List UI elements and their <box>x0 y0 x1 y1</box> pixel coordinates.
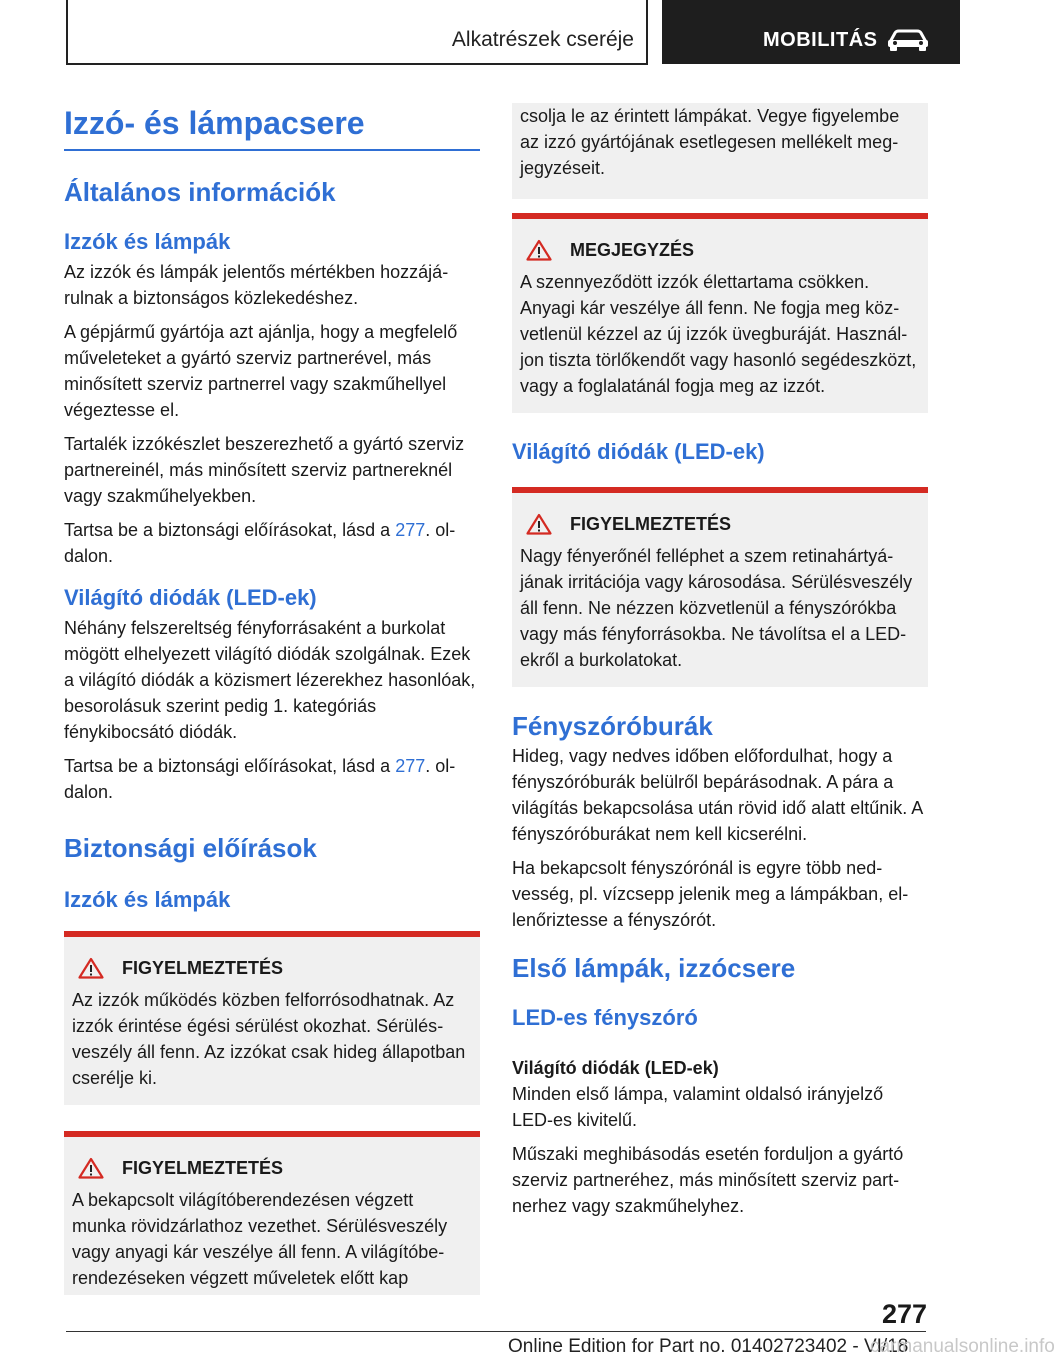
warning-text: csolja le az érintett lámpákat. Vegye figyelembe az izzó gyártójának esetlegesen mellékelt megjegyzéseit. <box>520 106 900 178</box>
paragraph: Hideg, vagy nedves időben előfordulhat, hogy a fényszóróburák belülről bepárásodnak. A pára a világítás bekapcsolása után rövid idő alatt eltűnik. A fényszóróburákat nem kell kicserélni. <box>512 746 923 844</box>
page-header <box>0 0 960 66</box>
paragraph-text: Tartsa be a biztonsági előírásokat, lásd a <box>64 756 396 776</box>
edition-text: Online Edition for Part no. 01402723402 - VI/18 <box>508 1336 909 1357</box>
paragraph: Ha bekapcsolt fényszórónál is egyre több nedvesség, pl. vízcsepp jelenik meg a lámpákban, ellenőriztesse a fényszórót. <box>512 858 909 930</box>
paragraph-text: . oldalon. <box>64 756 456 802</box>
left-column <box>64 103 480 1295</box>
note-title-row <box>520 237 920 263</box>
warning-title-row <box>72 955 472 981</box>
header-divider-right <box>646 0 648 64</box>
heading-bulbs-lamps-safety: Izzók és lámpák <box>64 887 231 912</box>
page-link-277[interactable]: 277 <box>395 756 426 776</box>
header-divider-left <box>66 0 68 64</box>
heading-led: Világító diódák (LED-ek) <box>512 439 765 464</box>
note-title: MEGJEGYZÉS <box>570 240 695 260</box>
chapter-label: MOBILITÁS <box>763 29 878 51</box>
warning-text: Az izzók működés közben felforrósodhatnak. Az izzók érintése égési sérülést okozhat. Sérülésveszély áll fenn. Az izzókat csak hideg állapotban cserélje ki. <box>72 990 466 1088</box>
warning-box <box>512 487 928 687</box>
heading-front-lamps: Első lámpák, izzócsere <box>512 953 796 983</box>
warning-title: FIGYELMEZTETÉS <box>570 514 732 534</box>
warning-title: FIGYELMEZTETÉS <box>122 1158 284 1178</box>
warning-box <box>64 931 480 1105</box>
warning-title-row <box>72 1155 472 1181</box>
heading-safety: Biztonsági előírások <box>64 833 317 863</box>
paragraph: Néhány felszereltség fényforrásaként a burkolat mögött elhelyezett világító diódák szolgálnak. Ezek a világító diódák a közismert lézerekhez hasonlóak, besorolásuk szerint pedig 1. kategóriás fénykibocsátó diódák. <box>64 618 476 742</box>
warning-triangle-icon <box>526 513 552 535</box>
footer-divider <box>66 1331 926 1332</box>
paragraph <box>64 517 480 569</box>
warning-triangle-icon <box>78 957 104 979</box>
car-icon <box>887 29 929 51</box>
paragraph-text: . oldalon. <box>64 520 456 566</box>
paragraph: Tartalék izzókészlet beszerezhető a gyártó szerviz partnereinél, más minősített szerviz partnereknél vagy szakműhelyekben. <box>64 434 465 506</box>
section-title: Alkatrészek cseréje <box>451 28 634 51</box>
page-link-277[interactable]: 277 <box>395 520 426 540</box>
heading-led-headlamp: LED-es fényszóró <box>512 1005 698 1030</box>
paragraph: A gépjármű gyártója azt ajánlja, hogy a megfelelő műveleteket a gyártó szerviz partnerével, más minősített szerviz partnerrel vagy szakműhellyel végeztesse el. <box>64 322 458 420</box>
paragraph: Műszaki meghibásodás esetén forduljon a gyártó szerviz partneréhez, más minősített szerviz partnerhez vagy szakműhelyhez. <box>512 1144 904 1216</box>
warning-box <box>64 1131 480 1295</box>
paragraph: Az izzók és lámpák jelentős mértékben hozzájárulnak a biztonságos közlekedéshez. <box>64 262 449 308</box>
heading-led: Világító diódák (LED-ek) <box>64 585 317 610</box>
warning-box-continued <box>512 103 928 199</box>
paragraph-text: Tartsa be a biztonsági előírásokat, lásd a <box>64 520 396 540</box>
page-number: 277 <box>882 1299 928 1329</box>
warning-text: A bekapcsolt világítóberendezésen végzett munka rövidzárlathoz vezethet. Sérülésveszély vagy anyagi kár veszélye áll fenn. A világítóberendezéseken végzett műveletek előtt kap <box>72 1190 448 1288</box>
page-title: Izzó- és lámpacsere <box>64 103 480 151</box>
warning-title-row <box>520 511 920 537</box>
paragraph: Minden első lámpa, valamint oldalsó irányjelző LED-es kivitelű. <box>512 1084 884 1130</box>
header-divider-bottom <box>66 63 648 65</box>
watermark: carmanualsonline.info <box>870 1336 1055 1357</box>
right-column <box>512 103 928 1227</box>
warning-text: Nagy fényerőnél felléphet a szem retinahártyájának irritációja vagy károsodása. Sérülésveszély áll fenn. Ne nézzen közvetlenül a fényszórókba vagy más fényforrásokba. Ne távolítsa el a LED-ekről a burkolatokat. <box>520 546 913 670</box>
paragraph <box>64 753 480 805</box>
subheading-led: Világító diódák (LED-ek) <box>512 1058 719 1078</box>
note-text: A szennyeződött izzók élettartama csökken. Anyagi kár veszélye áll fenn. Ne fogja meg közvetlenül kézzel az új izzók üvegburáját. Használjon tiszta törlőkendőt vagy hasonló segédeszközt, vagy a foglalatánál fogja meg az izzót. <box>520 272 917 396</box>
chapter-tab[interactable] <box>662 0 960 64</box>
heading-headlamp-covers: Fényszóróburák <box>512 711 713 741</box>
warning-triangle-icon <box>526 239 552 261</box>
heading-bulbs-lamps: Izzók és lámpák <box>64 229 231 254</box>
heading-general-info: Általános információk <box>64 177 336 207</box>
warning-triangle-icon <box>78 1157 104 1179</box>
note-box <box>512 213 928 413</box>
warning-title: FIGYELMEZTETÉS <box>122 958 284 978</box>
